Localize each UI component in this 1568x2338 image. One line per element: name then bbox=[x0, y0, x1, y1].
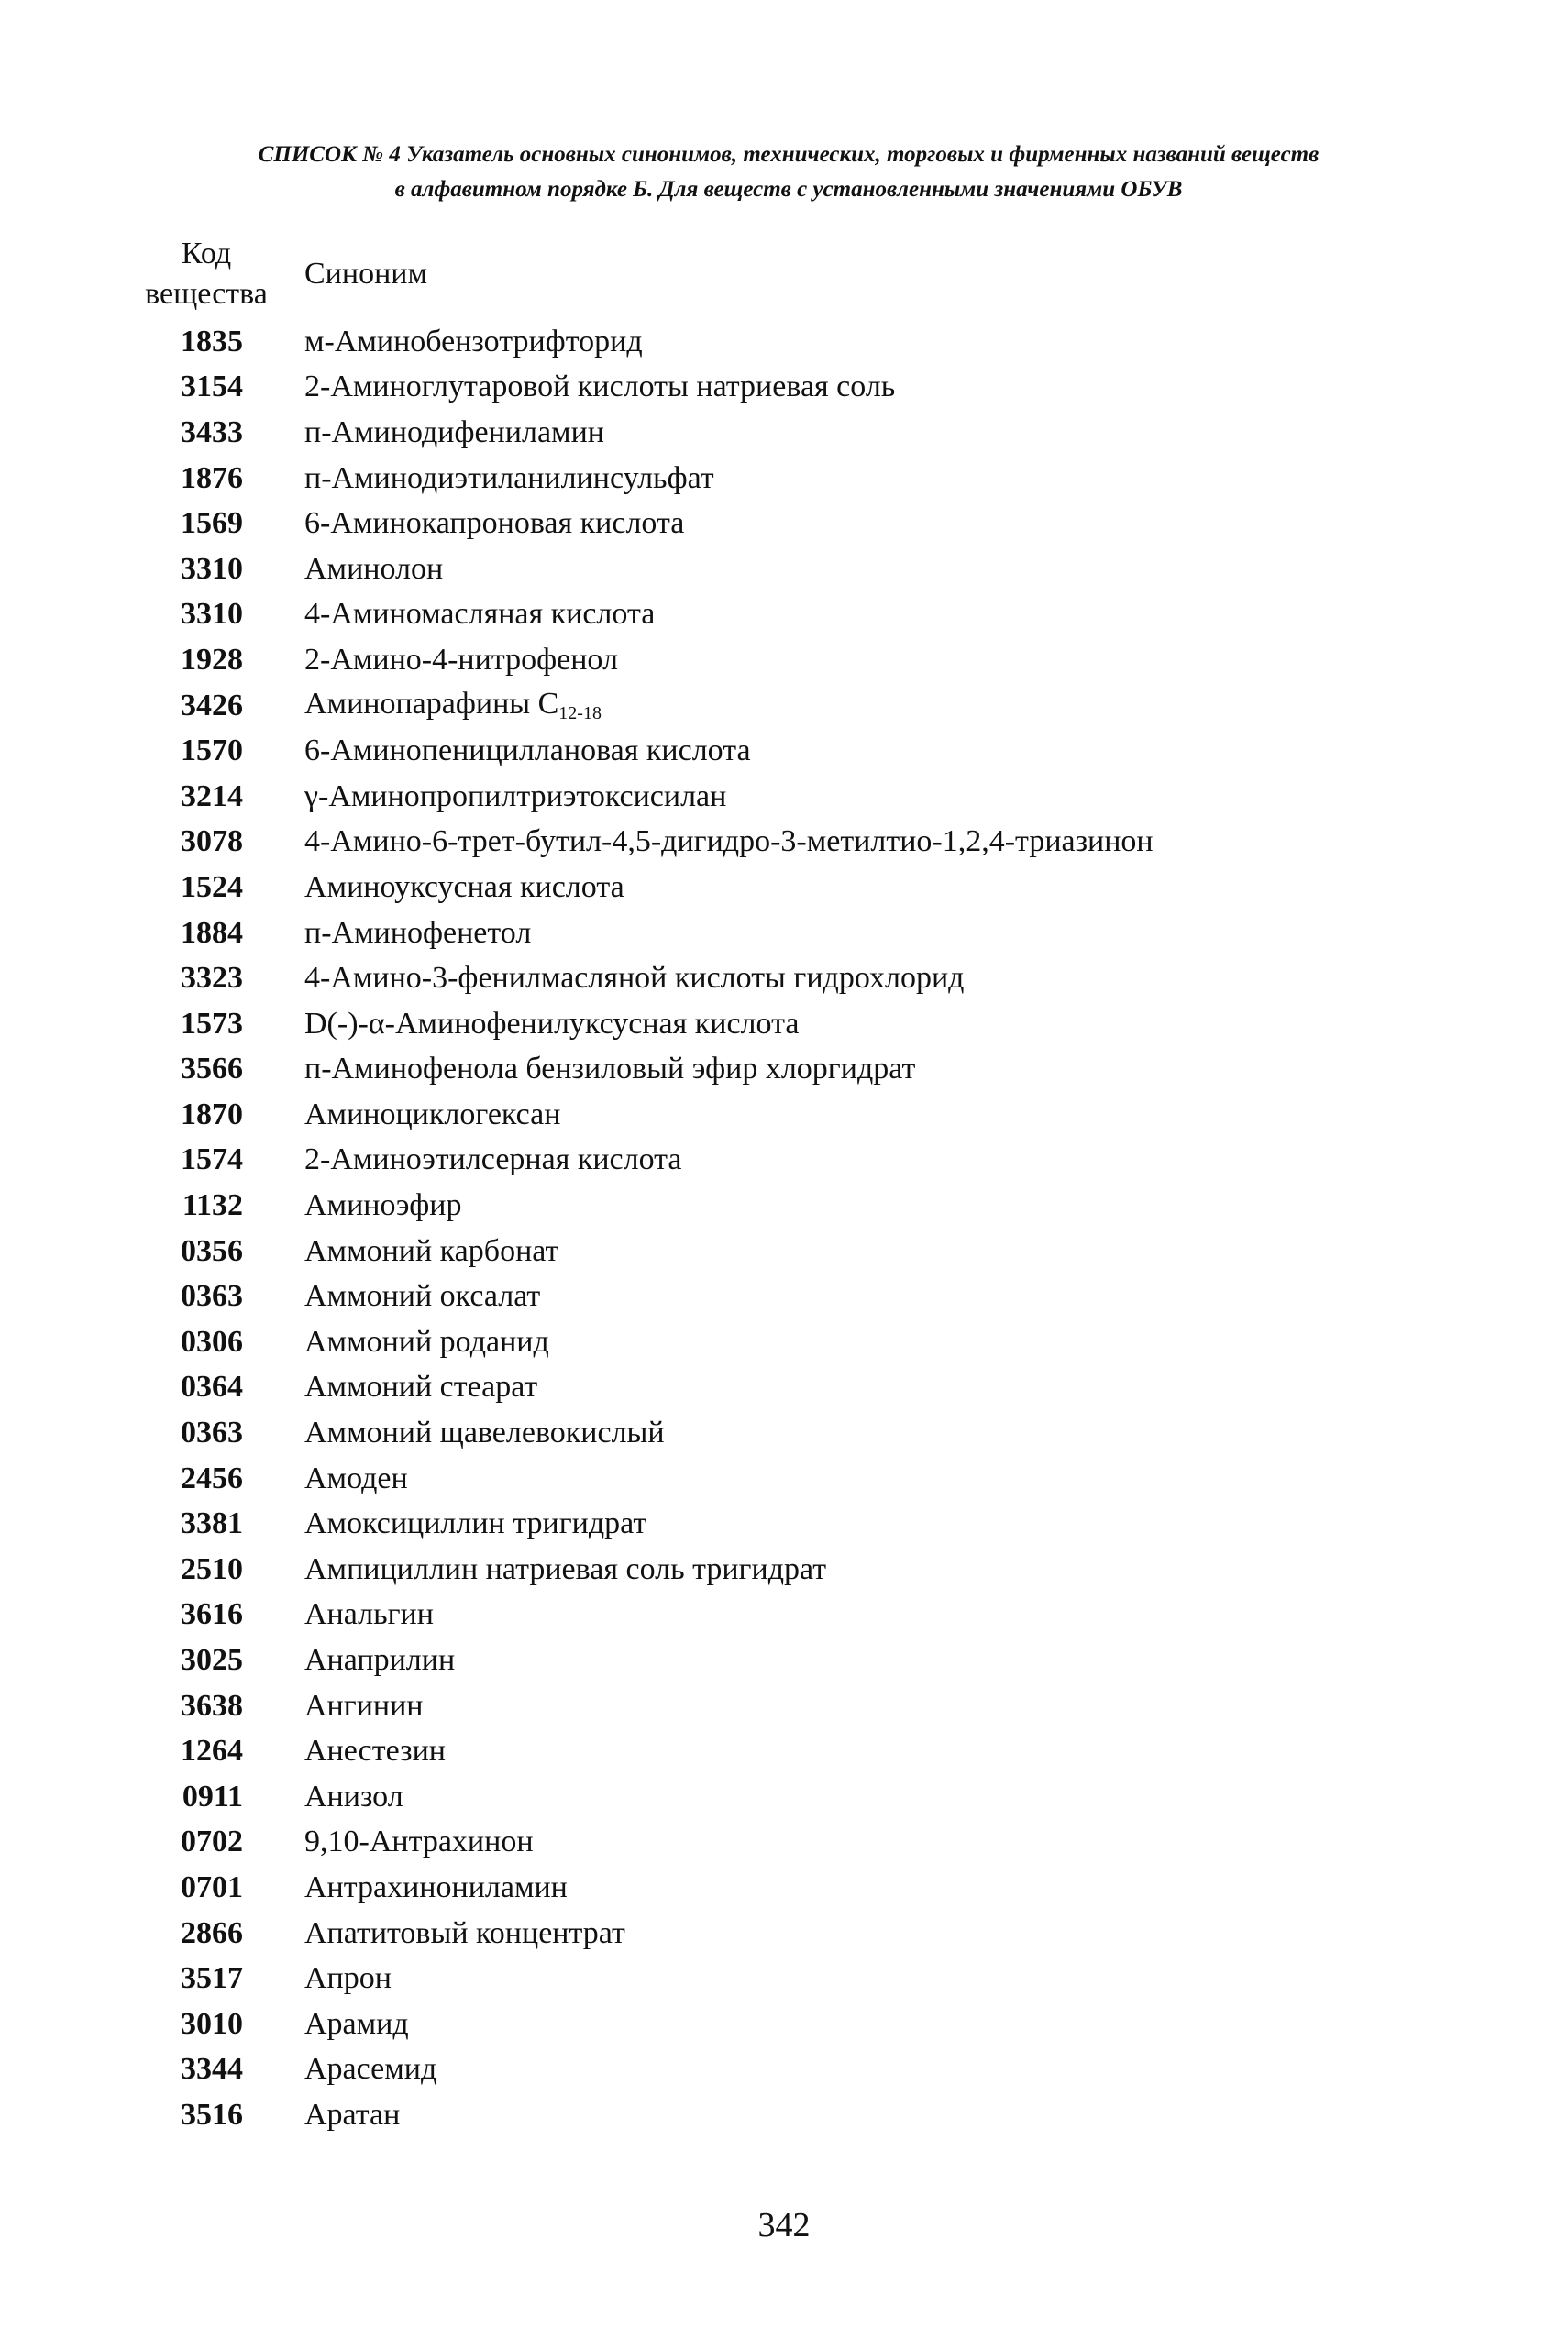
table-row bbox=[128, 1365, 1430, 1411]
synonym-text: Амоден bbox=[304, 1461, 408, 1495]
synonym-name bbox=[304, 779, 726, 814]
synonym-text: 4-Аминомасляная кислота bbox=[304, 597, 656, 632]
synonym-text: п-Аминофенола бензиловый эфир хлоргидрат bbox=[304, 1052, 916, 1086]
table-row bbox=[128, 774, 1430, 820]
table-row bbox=[128, 1956, 1430, 2002]
table-row bbox=[128, 1410, 1430, 1456]
synonym-text: Аминолон bbox=[304, 551, 444, 586]
substance-code: 3426 bbox=[181, 688, 243, 722]
table-row bbox=[128, 1274, 1430, 1319]
table-row bbox=[128, 820, 1430, 866]
column-header-code-line-1: Код bbox=[181, 237, 232, 270]
table-row bbox=[128, 1728, 1430, 1774]
table-row bbox=[128, 1911, 1430, 1957]
substance-code: 3381 bbox=[181, 1506, 243, 1541]
synonym-name bbox=[304, 1279, 540, 1314]
table-row bbox=[128, 1593, 1430, 1638]
column-header-code-line-2: вещества bbox=[145, 277, 268, 311]
synonym-text: 4-Амино-6-трет-бутил-4,5-дигидро-3-метилтио-1,2,4-триазинон bbox=[304, 824, 1154, 859]
synonym-text: Аминоциклогексан bbox=[304, 1097, 561, 1131]
synonym-text: Ампициллин натриевая соль тригидрат bbox=[304, 1551, 827, 1586]
substance-code: 2510 bbox=[181, 1551, 243, 1586]
synonym-name bbox=[304, 824, 1154, 859]
synonym-text: Анаприлин bbox=[304, 1643, 456, 1678]
synonym-text: Аминоуксусная кислота bbox=[304, 869, 624, 904]
substance-code: 0356 bbox=[181, 1233, 243, 1268]
synonym-name bbox=[304, 1961, 392, 1996]
synonym-name bbox=[304, 325, 643, 359]
table-row bbox=[128, 1501, 1430, 1547]
substance-code: 3344 bbox=[181, 2052, 243, 2087]
table-row bbox=[128, 1456, 1430, 1502]
table-row bbox=[128, 546, 1430, 592]
substance-code: 3566 bbox=[181, 1052, 243, 1086]
substance-code: 1884 bbox=[181, 915, 243, 950]
table-row bbox=[128, 410, 1430, 456]
synonym-text: Апрон bbox=[304, 1961, 392, 1996]
synonym-text: Амоксициллин тригидрат bbox=[304, 1506, 647, 1541]
substance-code: 3310 bbox=[181, 551, 243, 586]
synonym-text: м-Аминобензотрифторид bbox=[304, 324, 643, 358]
substance-code: 3517 bbox=[181, 1961, 243, 1996]
substance-code: 1928 bbox=[181, 642, 243, 677]
table-row bbox=[128, 1638, 1430, 1683]
substance-code: 1264 bbox=[181, 1734, 243, 1769]
substance-code: 1132 bbox=[182, 1188, 243, 1223]
synonym-text: 6-Аминокапроновая кислота bbox=[304, 506, 685, 541]
synonym-name bbox=[304, 870, 624, 905]
synonym-text: Анальгин bbox=[304, 1597, 434, 1632]
synonym-text: 6-Аминопенициллановая кислота bbox=[304, 733, 751, 768]
table-row bbox=[128, 1865, 1430, 1911]
substance-code: 2866 bbox=[181, 1915, 243, 1950]
synonym-name bbox=[304, 1734, 446, 1769]
synonym-name bbox=[304, 1461, 408, 1496]
substance-code: 0363 bbox=[181, 1279, 243, 1314]
synonym-name bbox=[304, 2007, 409, 2042]
synonym-name bbox=[304, 2052, 436, 2087]
substance-code: 0364 bbox=[181, 1370, 243, 1405]
synonym-name bbox=[304, 1416, 665, 1450]
synonym-text: Аратан bbox=[304, 2097, 401, 2132]
table-row bbox=[128, 865, 1430, 910]
page-number: 342 bbox=[757, 2206, 811, 2244]
synonym-name bbox=[304, 461, 714, 496]
synonym-text: Арасемид bbox=[304, 2052, 437, 2087]
synonym-text: Анестезин bbox=[304, 1734, 446, 1769]
substance-code: 3025 bbox=[181, 1643, 243, 1678]
table-row bbox=[128, 1820, 1430, 1866]
substance-code: 2456 bbox=[181, 1461, 243, 1495]
substance-code: 0306 bbox=[181, 1324, 243, 1359]
synonym-name bbox=[304, 1597, 434, 1632]
table-row bbox=[128, 1229, 1430, 1274]
table-row bbox=[128, 501, 1430, 546]
substance-code: 0702 bbox=[181, 1825, 243, 1859]
synonym-name bbox=[304, 1234, 558, 1269]
synonym-name bbox=[304, 1370, 537, 1405]
table-row bbox=[128, 456, 1430, 502]
synonym-name bbox=[304, 1825, 534, 1859]
synonym-name bbox=[304, 1325, 549, 1360]
substance-code: 1570 bbox=[181, 733, 243, 768]
substance-code: 1574 bbox=[181, 1142, 243, 1177]
synonym-name bbox=[304, 506, 684, 541]
substance-code: 3516 bbox=[181, 2097, 243, 2132]
substance-code: 1573 bbox=[181, 1006, 243, 1041]
column-header-synonym: Синоним bbox=[304, 257, 427, 291]
substance-code: 1569 bbox=[181, 506, 243, 541]
synonym-text: Аминоэфир bbox=[304, 1188, 462, 1223]
table-row bbox=[128, 1138, 1430, 1184]
substance-code: 3078 bbox=[181, 824, 243, 859]
substance-code: 3154 bbox=[181, 369, 243, 404]
synonym-name bbox=[304, 415, 604, 450]
synonym-text: 2-Амино-4-нитрофенол bbox=[304, 642, 618, 677]
synonym-text: Аммоний оксалат bbox=[304, 1279, 541, 1314]
table-row bbox=[128, 1047, 1430, 1093]
synonym-text: Апатитовый концентрат bbox=[304, 1915, 625, 1950]
substance-code: 3310 bbox=[181, 597, 243, 632]
synonym-name bbox=[304, 1097, 560, 1132]
synonym-text: п-Аминофенетол bbox=[304, 915, 532, 950]
substance-code: 1524 bbox=[181, 869, 243, 904]
synonym-name bbox=[304, 733, 751, 768]
synonym-name bbox=[304, 552, 443, 587]
synonym-name bbox=[304, 597, 655, 632]
table-row bbox=[128, 728, 1430, 774]
table-header bbox=[128, 234, 1412, 316]
synonym-text: Аммоний карбонат bbox=[304, 1233, 559, 1268]
synonym-text: п-Аминодиэтиланилинсульфат bbox=[304, 460, 714, 495]
table-row bbox=[128, 683, 1430, 729]
table-row bbox=[128, 592, 1430, 638]
table-row bbox=[128, 1183, 1430, 1229]
substance-code: 1835 bbox=[181, 324, 243, 358]
synonym-name bbox=[304, 1552, 826, 1587]
table-row bbox=[128, 955, 1430, 1001]
table-row bbox=[128, 2092, 1430, 2138]
header-title-line-2: в алфавитном порядке Б. Для веществ с установленными значениями ОБУВ bbox=[394, 177, 1183, 202]
substance-code: 3214 bbox=[181, 778, 243, 813]
synonym-subscript: 12-18 bbox=[558, 703, 602, 724]
substance-code: 3638 bbox=[181, 1688, 243, 1723]
table-row bbox=[128, 910, 1430, 956]
synonym-name bbox=[304, 1916, 625, 1951]
substance-code: 3433 bbox=[181, 414, 243, 449]
synonym-name bbox=[304, 1780, 403, 1814]
synonym-name bbox=[304, 1052, 915, 1086]
synonym-text: γ-Аминопропилтриэтоксисилан bbox=[304, 778, 727, 813]
synonym-table-body bbox=[128, 319, 1430, 2138]
table-row bbox=[128, 1774, 1430, 1820]
substance-code: 0363 bbox=[181, 1416, 243, 1450]
synonym-text: 4-Амино-3-фенилмасляной кислоты гидрохлорид bbox=[304, 961, 965, 996]
synonym-text: Анизол bbox=[304, 1779, 403, 1814]
table-row bbox=[128, 319, 1430, 365]
table-row bbox=[128, 365, 1430, 411]
substance-code: 3616 bbox=[181, 1597, 243, 1632]
synonym-name bbox=[304, 1870, 568, 1905]
synonym-name bbox=[304, 961, 964, 996]
substance-code: 1876 bbox=[181, 460, 243, 495]
substance-code: 3010 bbox=[181, 2006, 243, 2041]
synonym-text: Аммоний роданид bbox=[304, 1324, 549, 1359]
substance-code: 0701 bbox=[181, 1869, 243, 1904]
synonym-text: 2-Аминоглутаровой кислоты натриевая соль bbox=[304, 369, 896, 404]
column-header-code bbox=[128, 234, 284, 314]
table-row bbox=[128, 1683, 1430, 1729]
table-row bbox=[128, 1001, 1430, 1047]
synonym-text: Антрахинониламин bbox=[304, 1869, 568, 1904]
synonym-name bbox=[304, 1142, 682, 1177]
synonym-name bbox=[304, 916, 531, 951]
synonym-text: Аммоний стеарат bbox=[304, 1370, 538, 1405]
synonym-text: Аммоний щавелевокислый bbox=[304, 1416, 665, 1450]
substance-code: 0911 bbox=[182, 1779, 243, 1814]
synonym-name bbox=[304, 1007, 799, 1042]
synonym-name bbox=[304, 1689, 423, 1724]
synonym-text: 9,10-Антрахинон bbox=[304, 1825, 534, 1859]
synonym-text: Арамид bbox=[304, 2006, 409, 2041]
synonym-name bbox=[304, 687, 602, 724]
synonym-name bbox=[304, 1506, 646, 1541]
page-header bbox=[147, 138, 1430, 207]
header-title-line-1: СПИСОК № 4 Указатель основных синонимов, технических, торговых и фирменных названий веществ bbox=[258, 142, 1320, 167]
table-row bbox=[128, 2047, 1430, 2093]
table-row bbox=[128, 2002, 1430, 2047]
synonym-text: D(-)-α-Аминофенилуксусная кислота bbox=[304, 1006, 800, 1041]
synonym-text: Ангинин bbox=[304, 1688, 424, 1723]
synonym-name bbox=[304, 1188, 462, 1223]
table-row bbox=[128, 1092, 1430, 1138]
synonym-text: Аминопарафины C bbox=[304, 687, 559, 722]
substance-code: 3323 bbox=[181, 961, 243, 996]
substance-code: 1870 bbox=[181, 1097, 243, 1131]
synonym-name bbox=[304, 369, 895, 404]
table-row bbox=[128, 637, 1430, 683]
synonym-text: п-Аминодифениламин bbox=[304, 414, 604, 449]
table-row bbox=[128, 1319, 1430, 1365]
synonym-name bbox=[304, 2098, 400, 2133]
synonym-name bbox=[304, 1643, 455, 1678]
synonym-text: 2-Аминоэтилсерная кислота bbox=[304, 1142, 682, 1177]
table-row bbox=[128, 1547, 1430, 1593]
synonym-name bbox=[304, 643, 618, 678]
